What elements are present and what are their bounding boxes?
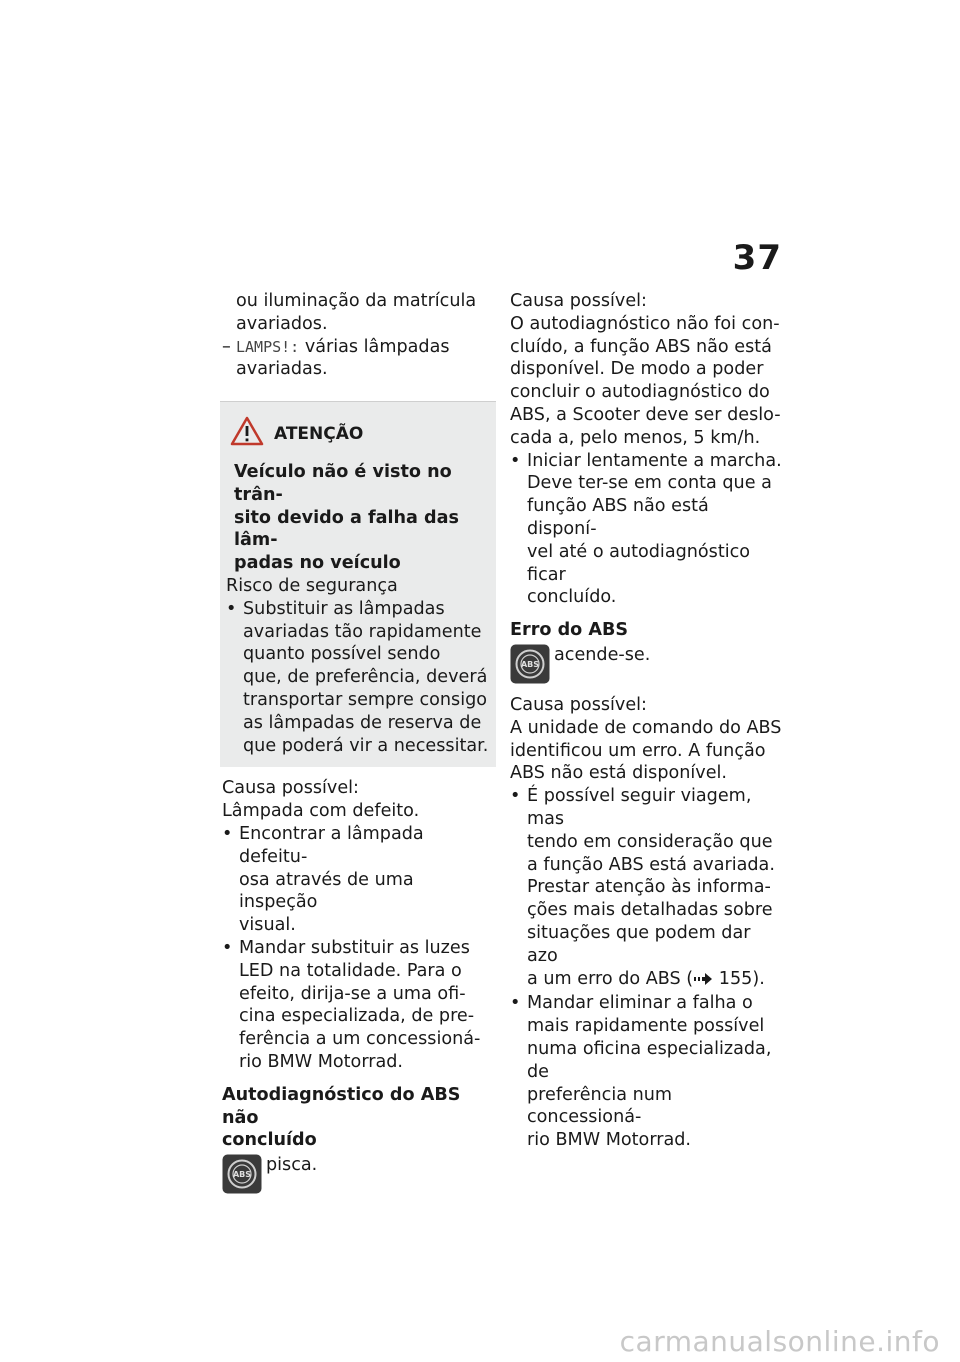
cause-text: O autodiagnóstico não foi con- cluído, a função ABS não está disponível. De modo a poder concluir o autodiagnóstico do ABS, a Scooter deve ser deslo- cada a, pelo menos, 5 km/h. bbox=[510, 313, 781, 448]
list-item: • Mandar substituir as luzes LED na totalidade. Para o efeito, dirija-se a uma ofi- cina especializada, de pre- ferência a um concessioná- rio BMW Motorrad. bbox=[222, 937, 481, 1072]
abs-error-row bbox=[510, 644, 782, 684]
warning-triangle-icon bbox=[230, 416, 264, 453]
abs-error-status: acende-se. bbox=[554, 644, 651, 665]
warning-title: ATENÇÃO bbox=[274, 424, 364, 445]
abs-selfcheck-title: Autodiagnóstico do ABS não concluído bbox=[222, 1084, 461, 1151]
watermark: carmanualsonline.info bbox=[619, 1325, 940, 1358]
warning-header bbox=[226, 416, 490, 453]
left-column bbox=[222, 290, 494, 1194]
lamps-item bbox=[222, 336, 494, 382]
cause-text: A unidade de comando do ABS identificou um erro. A função ABS não está disponível. bbox=[510, 717, 782, 784]
cause-label: Causa possível: bbox=[510, 291, 647, 311]
lamps-text: várias lâmpadas bbox=[304, 336, 450, 357]
cause-text: Lâmpada com defeito. bbox=[222, 801, 420, 822]
abs-status-row bbox=[222, 1154, 494, 1194]
warning-risk: Risco de segurança bbox=[226, 575, 398, 596]
right-column bbox=[510, 290, 782, 1152]
lamps-text-2: avariadas. bbox=[236, 359, 328, 380]
page-reference[interactable]: 155). bbox=[718, 968, 765, 989]
list-item: • Mandar eliminar a falha o mais rapidamente possível numa oficina especializada, de preferência num concessioná- rio BMW Motorrad. bbox=[510, 993, 772, 1151]
abs-indicator-icon bbox=[510, 644, 550, 684]
cause-label: Causa possível: bbox=[222, 778, 359, 799]
svg-text:ABS: ABS bbox=[520, 660, 540, 670]
lamps-code: LAMPS!: bbox=[236, 337, 300, 356]
abs-error-title: Erro do ABS bbox=[510, 620, 629, 641]
page-reference-arrow-icon bbox=[693, 970, 713, 993]
list-item: • É possível seguir viagem, mas tendo em consideração que a função ABS está avariada. Prestar atenção às informa- ções mais detalhadas sobre situações que podem dar azo a um erro do ABS ( 155). bbox=[510, 785, 782, 992]
page-number: 37 bbox=[732, 238, 782, 278]
abs-indicator-icon bbox=[222, 1154, 262, 1194]
continued-text: ou iluminação da matrícula avariados. bbox=[236, 291, 477, 334]
warning-lead: Veículo não é visto no trân- sito devido a falha das lâm- padas no veículo bbox=[234, 461, 459, 574]
abs-status-text: pisca. bbox=[266, 1155, 318, 1176]
cause-label: Causa possível: bbox=[510, 694, 647, 715]
list-item: • Encontrar a lâmpada defeitu- osa através de uma inspeção visual. bbox=[222, 823, 424, 936]
list-item: • Iniciar lentamente a marcha. Deve ter-se em conta que a função ABS não está disponí- vel até o autodiagnóstico ficar concluído. bbox=[510, 450, 782, 608]
warning-box bbox=[220, 401, 496, 767]
dash-marker: – bbox=[222, 336, 231, 357]
svg-text:ABS: ABS bbox=[232, 1170, 252, 1180]
warning-bullet: • Substituir as lâmpadas avariadas tão rapidamente quanto possível sendo que, de preferência, deverá transportar sempre consigo as lâmpadas de reserva de que poderá vir a necessitar. bbox=[226, 598, 489, 756]
